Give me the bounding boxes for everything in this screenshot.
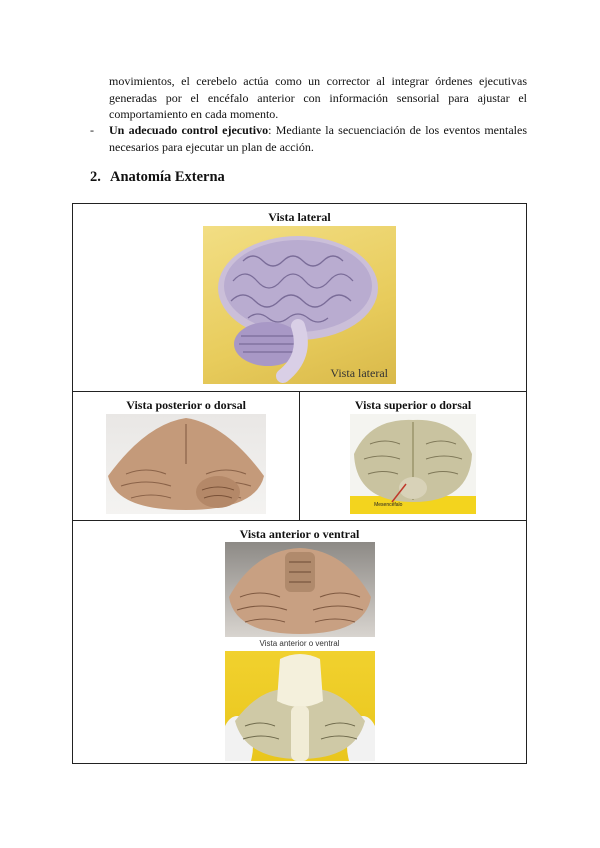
superior-view-photo <box>350 414 476 514</box>
cerebellum-posterior-illustration <box>106 414 266 514</box>
lateral-photo-label: Vista lateral <box>330 366 388 380</box>
brainstem-anterior-illustration <box>225 651 375 761</box>
superior-view-cell <box>300 392 527 521</box>
cerebellum-anterior-illustration <box>225 542 375 637</box>
posterior-view-caption: Vista posterior o dorsal <box>126 398 246 412</box>
anterior-view-cell <box>73 521 527 764</box>
anterior-view-photo-top <box>225 542 375 637</box>
bullet-dash: - <box>90 123 94 137</box>
cerebellum-superior-illustration <box>350 414 476 514</box>
section-heading <box>90 169 225 186</box>
lateral-view-cell <box>73 204 527 392</box>
lateral-view-photo <box>203 226 396 384</box>
superior-photo-label: Mesencéfalo <box>374 502 403 508</box>
bullet-text: : Mediante la secuenciación de los eventos mentales necesarios para ejecutar un plan de acción. <box>109 123 528 154</box>
bullet-executive-control <box>109 122 527 155</box>
anterior-view-caption: Vista anterior o ventral <box>239 527 360 541</box>
anterior-photo-label: Vista anterior o ventral <box>259 639 340 648</box>
anatomy-table <box>72 203 527 764</box>
bullet-bold-term: Un adecuado control ejecutivo <box>109 123 269 137</box>
superior-view-caption: Vista superior o dorsal <box>354 398 472 412</box>
brain-lateral-illustration <box>203 226 396 384</box>
lateral-view-caption: Vista lateral <box>268 210 331 224</box>
section-title: Anatomía Externa <box>110 169 225 185</box>
intro-paragraph: movimientos, el cerebelo actúa como un corrector al integrar órdenes ejecutivas generadas por el encéfalo anterior con información sensorial para ajustar el comportamiento en cada momento. <box>109 74 527 121</box>
section-number: 2. <box>90 169 101 185</box>
posterior-view-cell <box>73 392 300 521</box>
posterior-view-photo <box>106 414 266 514</box>
anterior-view-photo-bottom <box>225 651 375 761</box>
